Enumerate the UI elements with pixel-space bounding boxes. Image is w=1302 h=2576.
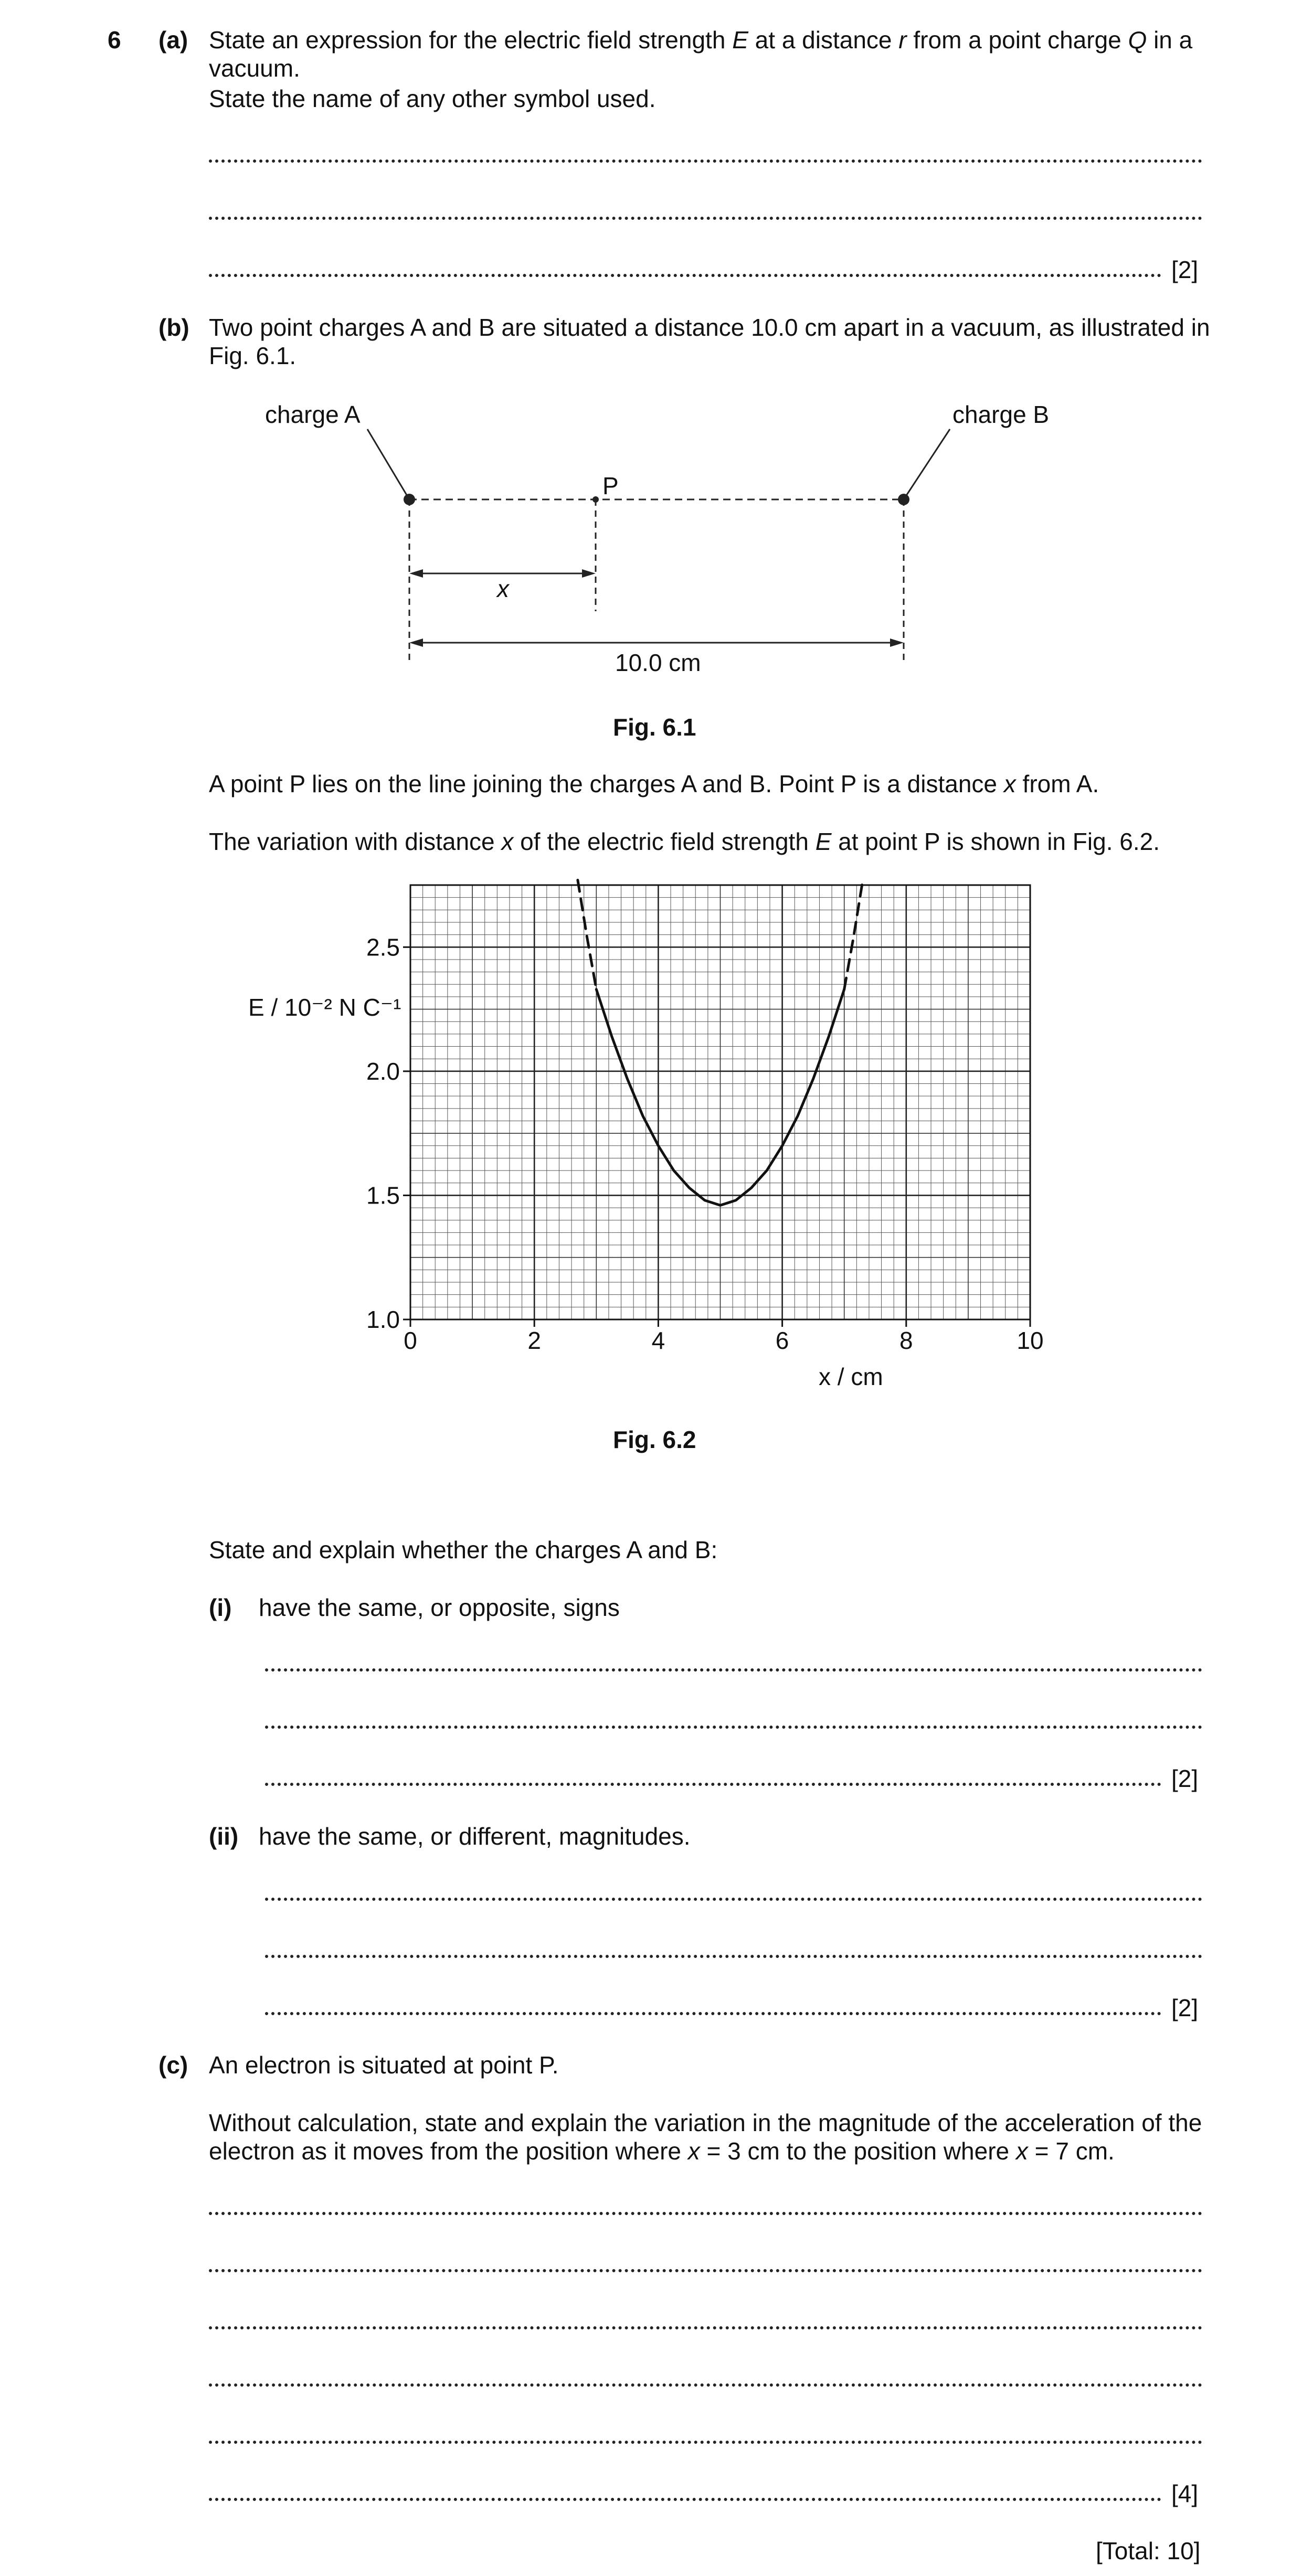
y-tick-label: 1.5 — [366, 1181, 400, 1209]
answer-line[interactable] — [265, 1783, 1161, 1786]
y-axis-label: E / 10⁻² N C⁻¹ — [248, 994, 401, 1021]
x-tick-label: 4 — [651, 1327, 665, 1354]
question-number: 6 — [108, 26, 121, 54]
x-axis-label: x / cm — [819, 1363, 883, 1390]
charge-a-label: charge A — [265, 401, 361, 428]
answer-line[interactable] — [209, 2383, 1202, 2387]
part-b-label: (b) — [158, 314, 189, 341]
part-b-text-line1: Two point charges A and B are situated a distance 10.0 cm apart in a vacuum, as illustrated in — [209, 314, 1210, 341]
part-a-text-line3: State the name of any other symbol used. — [209, 85, 656, 112]
marks-b-ii: [2] — [1171, 1994, 1199, 2021]
charge-b-label: charge B — [952, 401, 1050, 428]
part-b-i-text: have the same, or opposite, signs — [259, 1594, 620, 1621]
point-p-description: A point P lies on the line joining the charges A and B. Point P is a distance x from A. — [209, 770, 1099, 797]
answer-line[interactable] — [209, 2212, 1202, 2215]
answer-line[interactable] — [209, 2269, 1202, 2272]
part-b-ii-text: have the same, or different, magnitudes. — [259, 1823, 691, 1850]
part-a-text-line1: State an expression for the electric field strength E at a distance r from a point charge Q in a — [209, 26, 1193, 54]
variation-description: The variation with distance x of the electric field strength E at point P is shown in Fig. 6.2. — [209, 828, 1160, 855]
answer-line[interactable] — [265, 1898, 1202, 1901]
answer-line[interactable] — [209, 2441, 1202, 2444]
part-c-text-line3: electron as it moves from the position where x = 3 cm to the position where x = 7 cm. — [209, 2137, 1115, 2165]
y-tick-label: 1.0 — [366, 1306, 400, 1333]
y-tick-label: 2.5 — [366, 933, 400, 961]
part-c-text-line1: An electron is situated at point P. — [209, 2051, 559, 2079]
fig-6-1-caption: Fig. 6.1 — [613, 714, 696, 741]
state-explain-prompt: State and explain whether the charges A and B: — [209, 1536, 718, 1563]
x-tick-label: 10 — [1017, 1327, 1044, 1354]
x-tick-label: 6 — [775, 1327, 789, 1354]
point-p-label: P — [602, 472, 619, 499]
x-tick-label: 0 — [404, 1327, 417, 1354]
answer-line[interactable] — [265, 1955, 1202, 1958]
answer-line[interactable] — [209, 2326, 1202, 2329]
part-b-text-line2: Fig. 6.1. — [209, 342, 297, 369]
distance-label: 10.0 cm — [615, 649, 701, 676]
x-distance-label: x — [497, 575, 509, 602]
x-tick-label: 8 — [899, 1327, 913, 1354]
part-b-ii-label: (ii) — [209, 1823, 239, 1850]
fig-6-2-caption: Fig. 6.2 — [613, 1426, 696, 1453]
marks-b-i: [2] — [1171, 1765, 1199, 1792]
marks-a: [2] — [1171, 256, 1199, 283]
answer-line[interactable] — [265, 1668, 1202, 1672]
part-a-label: (a) — [158, 26, 188, 54]
marks-c: [4] — [1171, 2480, 1199, 2507]
part-b-i-label: (i) — [209, 1594, 232, 1621]
answer-line[interactable] — [209, 2498, 1161, 2501]
answer-line[interactable] — [265, 2012, 1161, 2015]
x-tick-label: 2 — [527, 1327, 541, 1354]
part-a-text-line2: vacuum. — [209, 55, 300, 82]
answer-line[interactable] — [265, 1726, 1202, 1729]
part-c-text-line2: Without calculation, state and explain the variation in the magnitude of the acceleration of the — [209, 2109, 1202, 2136]
y-tick-label: 2.0 — [366, 1057, 400, 1085]
part-c-label: (c) — [158, 2051, 188, 2079]
total-marks: [Total: 10] — [1096, 2537, 1201, 2564]
